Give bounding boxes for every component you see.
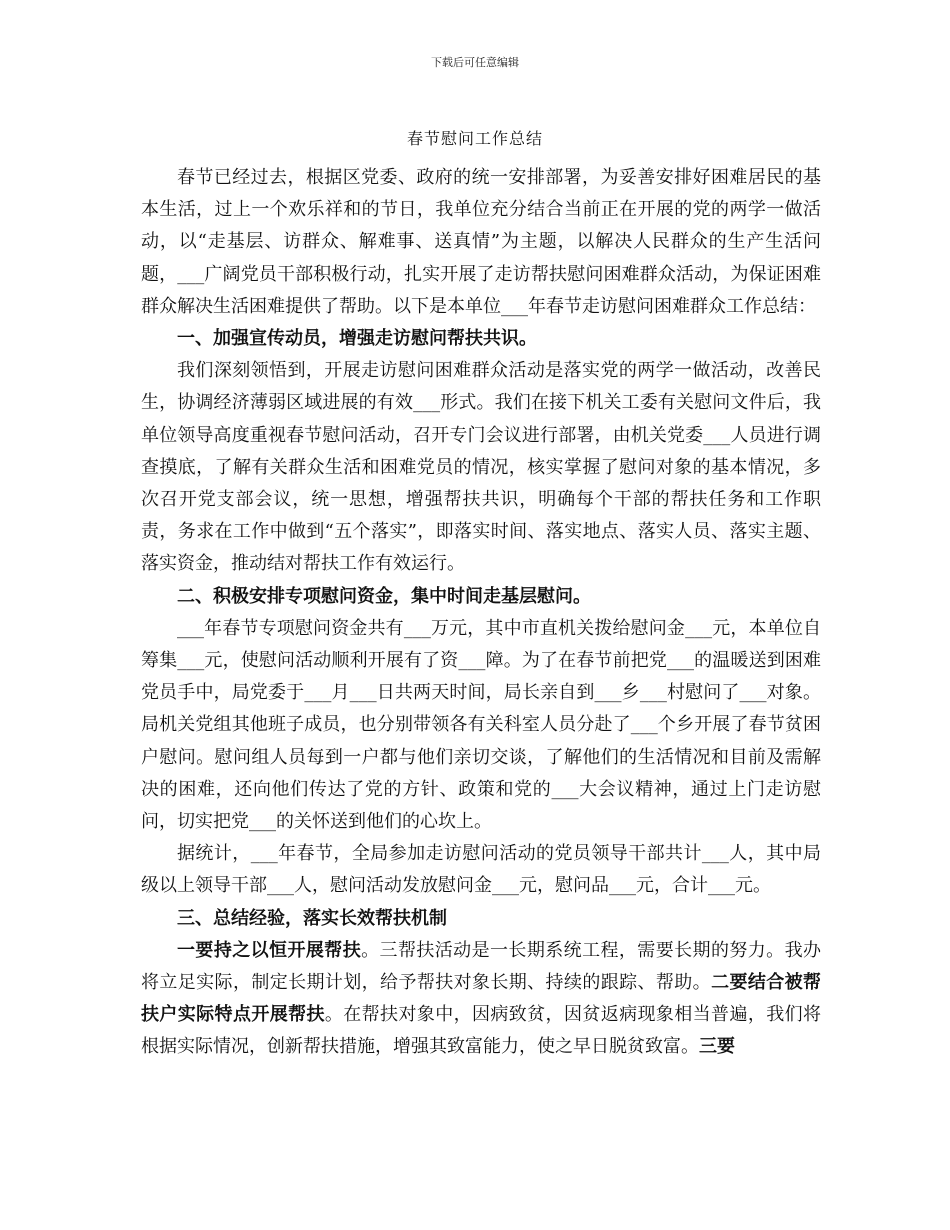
point-3-lead: 三要 (699, 1036, 735, 1058)
point-2-text: 。在帮扶对象中，因病致贫，因贫返病现象相当普遍，我们将根据实际情况，创新帮扶措施，增强其致富能力，使之早日脱贫致富。 (141, 1004, 821, 1058)
header-note: 下载后可任意编辑 (431, 56, 519, 69)
point-1-text: 。三帮扶活动是一长期系统工程，需要长期的努力。我办将立足实际，制定长期计划，给予帮扶对象长期、持续的跟踪、帮助。 (141, 939, 822, 994)
section-2-paragraph: ___年春节专项慰问资金共有___万元，其中市直机关拨给慰问金___元，本单位自筹集___元，使慰问活动顺利开展有了资___障。为了在春节前把党___的温暖送到困难党员手中，局党委于___月___日共两天时间，局长亲自到___乡___村慰问了___对象。局机关党组其他班子成员，也分别带领各有关科室人员分赴了___个乡开展了春节贫困户慰问。慰问组人员每到一户都与他们亲切交谈，了解他们的生活情况和目前及需解决的困难，还向他们传达了党的方针、政策和党的___大会议精神，通过上门走访慰问，切实把党___的关怀送到他们的心坎上。 (141, 617, 821, 833)
section-1-paragraph: 我们深刻领悟到，开展走访慰问困难群众活动是落实党的两学一做活动，改善民生，协调经济薄弱区域进展的有效___形式。我们在接下机关工委有关慰问文件后，我单位领导高度重视春节慰问活动，召开专门会议进行部署，由机关党委___人员进行调查摸底，了解有关群众生活和困难党员的情况，核实掌握了慰问对象的基本情况，多次召开党支部会议，统一思想，增强帮扶共识，明确每个干部的帮扶任务和工作职责，务求在工作中做到“五个落实”，即落实时间、落实地点、落实人员、落实主题、落实资金，推动结对帮扶工作有效运行。 (141, 360, 821, 575)
point-2-lead: 二要结合被帮扶户实际特点开展帮扶 (141, 972, 822, 1026)
intro-paragraph: 春节已经过去，根据区党委、政府的统一安排部署，为妥善安排好困难居民的基本生活，过上一个欢乐祥和的节日，我单位充分结合当前正在开展的党的两学一做活动，以“走基层、访群众、解难事、送真情”为主题，以解决人民群众的生产生活问题，___广阔党员干部积极行动，扎实开展了走访帮扶慰问困难群众活动，为保证困难群众解决生活困难提供了帮助。以下是本单位___年春节走访慰问困难群众工作总结： (141, 167, 821, 317)
section-heading-1: 一、加强宣传动员，增强走访慰问帮扶共识。 (177, 328, 537, 350)
point-1-lead: 一要持之以恒开展帮扶 (177, 939, 362, 961)
section-3-paragraph (141, 935, 821, 1064)
section-heading-2: 二、积极安排专项慰问资金，集中时间走基层慰问。 (177, 585, 591, 607)
section-heading-3: 三、总结经验，落实长效帮扶机制 (177, 907, 447, 929)
document-body (141, 162, 821, 1064)
document-title: 春节慰问工作总结 (406, 129, 543, 148)
statistics-paragraph: 据统计，___年春节，全局参加走访慰问活动的党员领导干部共计___人，其中局级以上领导干部___人，慰问活动发放慰问金___元，慰问品___元，合计___元。 (141, 843, 821, 897)
